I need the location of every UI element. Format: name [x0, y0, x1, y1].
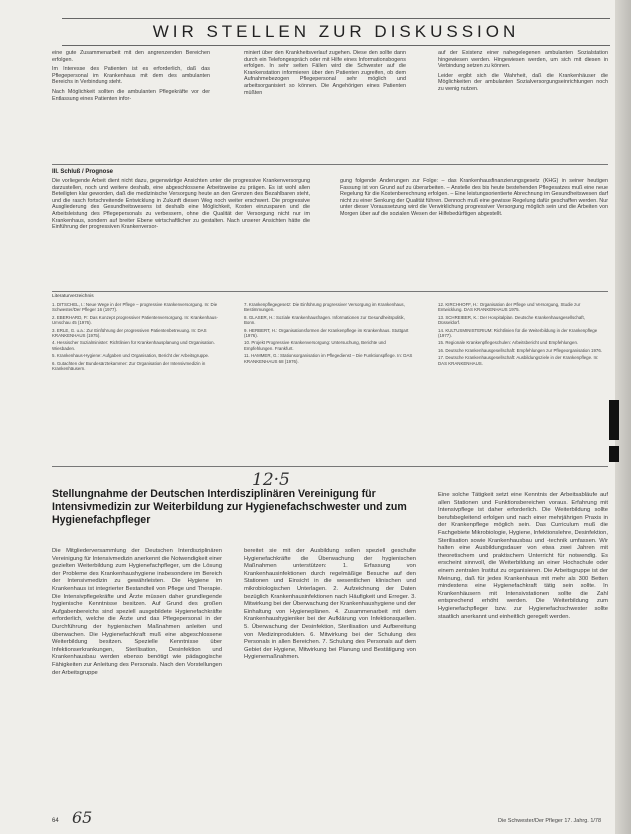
section-divider [52, 164, 608, 165]
literature-item: 5. Krankenhaus-Hygiene: Aufgaben und Organisation, Bericht der Arbeitsgruppe. [52, 353, 210, 359]
article-title: Stellungnahme der Deutschen Interdisziplinären Vereinigung für Intensivmedizin zur Weiterbildung zur Hygienefachschwester und zum Hygienefachpfleger [52, 488, 407, 526]
paragraph: Eine solche Tätigkeit setzt eine Kenntnis der Arbeitsabläufe auf allen Stationen und Funktionsbereichen voraus. Erfahrung mit Intensivpflege ist daher erforderlich. Die Weiterbildung sollte berufsbegleitend erfolgen und nach einer mehrjährigen Praxis in der Krankenpflege möglich sein. Das Curriculum muß die Fachgebiete Mikrobiologie, Hygiene, Infektionslehre, Desinfektion, Sterilisation sowie Krankenhausbau und -technik umfassen. Wir halten eine Ausbildungsdauer von etwa zwei Jahren mit theoretischem und praktischem Unterricht für notwendig. Es erscheint sinnvoll, die Weiterbildung an einer Hochschule oder einem zentralen Institut zu organisieren. Die Arbeitsgruppe ist der Meinung, daß für jedes Krankenhaus mit mehr als 300 Betten mindestens eine Hygienefachkraft tätig sein sollte. In Krankenhäusern mit Intensivstationen sollte die Zahl entsprechend erhöht werden. Die Weiterbildung zum Hygienefachpfleger bzw. zur Hygienefachschwester sollte staatlich anerkannt und einheitlich geregelt werden. [438, 492, 608, 620]
literature-item: 16. Deutsche Krankenhausgesellschaft: Empfehlungen zur Pflegeorganisation 1976. [438, 347, 603, 353]
paragraph: Nach Möglichkeit sollten die ambulanten Pflegekräfte vor der Entlassung eines Patienten infor- [52, 88, 210, 102]
literature-label: Literaturverzeichnis [52, 294, 94, 299]
paragraph: Im Interesse des Patienten ist es erforderlich, daß das Pflegepersonal im Krankenhaus mit dem des ambulanten Bereichs in Verbindung steht. [52, 66, 210, 86]
section-banner [62, 18, 610, 46]
literature-item: 8. GLASER, H.: Soziale Krankenhausfragen. Informationen zur Gesundheitspolitik, Bonn. [244, 314, 405, 326]
literature-item: 15. Regionale Krankenpflegeschulen: Arbeitsbericht und Empfehlungen. [438, 340, 579, 346]
banner-title: WIR STELLEN ZUR DISKUSSION [152, 22, 520, 41]
handwritten-page-mark: 65 [72, 808, 93, 827]
paragraph: gung folgende Änderungen zur Folge: – das Krankenhausfinanzierungsgesetz (KHG) in seiner heutigen Fassung ist von Grund auf zu überarbeiten. – Anstelle des bis heute bestehenden Pflegesatzes muß eine neue Regelung für die Kostenberechnung erfolgen. – Eine leistungsorientierte Abrechnung im Gesundheitswesen darf nicht zu einer Senkung der Qualität führen. Dennoch muß eine gewisse Regelung dafür geschaffen werden. Nur unter dieser Voraussetzung wird die Verwirklichung progressiver Versorgung möglich sein und die Arbeiten von Morgen über auf die sozialen Wesen der Hilfebedürftigen abgestellt. [340, 178, 608, 217]
section-heading: III. Schluß / Prognose [52, 169, 114, 175]
paragraph: auf der Existenz einer nahegelegenen ambulanten Sozialstation hingewiesen werden. Hingewiesen werden, um sich mit diesen in Verbindung setzen zu können. [438, 50, 608, 70]
paragraph: miniert über den Krankheitsverlauf zugehen. Diese den sollte dann durch ein Telefongespräch oder mit Hilfe eines Informationsbogens erfolgen. In sehr selten Fällen wird die Schwester auf die Krankenstation informieren über den Patienten zugreifen, ob dem Aufnahmebezogen Pflegepersonal sehr möglich und arbeitsorganisiert so können. Die Angehörigen eines Patienten müßten [244, 50, 406, 96]
section3-right-text [340, 178, 608, 286]
literature-item: 3. ERLE, G. u.a.: Zur Einführung der progressiven Patientenbetreuung. In: DAS KRANKENHAUS (1975). [52, 327, 207, 339]
literature-divider [52, 291, 608, 292]
paragraph: eine gute Zusammenarbeit mit den angrenzenden Bereichen erfolgen. [52, 50, 210, 63]
paragraph: bereitet sie mit der Ausbildung sollen speziell geschulte Hygienefachkräfte die Überwachung der hygienischen Maßnahmen unterstützen: 1. Erfassung von Krankenhausinfektionen durch regelmäßige Besuche auf den Stationen und Einsicht in die wesentlichen klinischen und mikrobiologischen Unterlagen. 2. Aufzeichnung der Daten bezüglich Krankenhausinfektionen nach Häufigkeit und Erreger. 3. Mitwirkung bei der Überwachung der Krankenhaushygiene und der Einhaltung von Hygieneplänen. 4. Zusammenarbeit mit dem Krankenhaushygieniker bei der Aufklärung von Infektionsquellen. 5. Überwachung der Desinfektion, Sterilisation und Aufbereitung von Medizinprodukten. 6. Mitwirkung bei der Schulung des Personals in allen Bereichen. 7. Schulung des Personals auf dem Gebiet der Hygiene, Mitwirkung bei Planung und Bestätigung von Hygienemaßnahmen. [244, 548, 416, 661]
top-column-2 [244, 50, 406, 155]
literature-item: 4. Hessischer Sozialminister: Richtlinien für Krankenhausplanung und Organisation. Wiesbaden. [52, 340, 215, 351]
statement-column-3 [438, 492, 608, 812]
paragraph: Die vorliegende Arbeit dient nicht dazu, gegenwärtige Ansichten unter die progressive Krankenversorgung darzustellen, noch und weitere deshalb, eine abgeschlossene Arbeitsweise zu prägen. Es ist wohl allen Beteiligten klar geworden, daß die medizinische Versorgung heute an den Grenzen des Bezahlbaren steht, und die rasch fortschreitende Entwicklung in Zukunft diesen Weg noch weiter erschwert. Die progressive Ausgliederung des Gesundheitswesens ist deshalb eine Möglichkeit, Kosten einzusparen und die Arbeitsleistung des Pflegepersonals zu verbessern, ohne die Qualität der Versorgung nicht nur im Krankenhaus, sondern auf breiter Ebene wirtschaftlicher zu gestalten. Nach unserer Ansichten hätte die Einführung der progressiven Krankenversor- [52, 178, 310, 231]
page-number: 64 [52, 818, 59, 824]
top-column-3 [438, 50, 608, 155]
literature-item: 6. Gutachten der Bundesärztekammer: Zur Organisation der Intensivmedizin in Krankenhäusern. [52, 360, 206, 372]
statement-column-2 [244, 548, 416, 812]
literature-item: 7. Krankenpflegegesetz: Die Einführung progressiver Versorgung im Krankenhaus, Bestimmungen. [244, 302, 405, 313]
literature-item: 10. Projekt Progressive Krankenversorgung: Untersuchung, Berichte und Empfehlungen. Frankfurt. [244, 340, 386, 351]
paragraph: Die Mitgliederversammlung der Deutschen Interdisziplinären Vereinigung für Intensivmedizin anerkennt die Notwendigkeit einer gezielten Weiterbildung zum Hygienefachpfleger, um die Lösung der Probleme des Krankenhaushygiene insbesondere im Bereich der Intensivmedizin zu gewährleisten. Die Hygiene im Krankenhaus ist integrierter Bestandteil von Pflege und Therapie. Die Intensivpflegekräfte und Ärzte müssen daher grundlegende hygienische Kenntnisse besitzen. Auf Grund des großen Aufgabenbereichs sind speziell ausgebildete Hygienefachkräfte erforderlich, welche die Ärzte und das Pflegepersonal in der Durchführung der hygienischen Maßnahmen anleiten und überwachen. Die Hygienefachkraft muß eine abgeschlossene Weiterbildung besitzen. Spezielle Kenntnisse über Infektionserkrankungen, Sterilisation, Desinfektion und Krankenhausbau werden ebenso benötigt wie pädagogische Fähigkeiten zur Anleitung des Personals. Nach den Vorstellungen der Arbeitsgruppe [52, 548, 222, 676]
literature-item: 2. EBERHARD, P.: Das Konzept progressiver Patientenversorgung. In: Krankenhaus-Umschau 45 (1976). [52, 314, 218, 326]
journal-reference: Die Schwester/Der Pfleger 17. Jahrg. 1/78 [498, 818, 602, 824]
statement-column-1 [52, 548, 222, 812]
thumb-index-tab [609, 446, 619, 462]
literature-item: 12. KIRCHHOFF, H.: Organisation der Pflege und Versorgung, Studie zur Entwicklung. DAS KRANKENHAUS 1975. [438, 302, 581, 313]
handwritten-annotation: 12·5 [252, 470, 290, 490]
literature-item: 1. DITSCHEL, I.: Neue Wege in der Pflege – progressive Krankenversorgung. In: Die Schwester/Der Pfleger 16 (1977). [52, 302, 218, 313]
literature-column-1 [52, 302, 222, 462]
top-column-1 [52, 50, 210, 155]
thumb-index-tab [609, 400, 619, 440]
section3-left-text [52, 178, 310, 286]
literature-item: 14. KULTUSMINISTERIUM: Richtlinien für die Weiterbildung in der Krankenpflege (1977). [438, 327, 598, 339]
literature-column-3 [438, 302, 606, 462]
literature-item: 17. Deutsche Krankenhausgesellschaft: Ausbildungsziele in der Krankenpflege. In: DAS KRANKENHAUS. [438, 355, 599, 366]
article-divider [52, 466, 608, 467]
literature-item: 9. HERBERT, H.: Organisationsformen der Krankenpflege im Krankenhaus. Stuttgart (1976). [244, 327, 409, 339]
literature-item: 13. SCHREIBER, K.: Der Hospitalplan. Deutsche Krankenhausgesellschaft, Düsseldorf. [438, 314, 585, 326]
literature-item: 11. HAMMER, G.: Stationsorganisation im Pflegedienst – Die Funktionspflege. In: DAS KRANKENHAUS 68 (1976). [244, 353, 413, 364]
paragraph: Leider ergibt sich die Wahrheit, daß die Krankenhäuser die Möglichkeiten der ambulanten Sozialversorgungseinrichtungen noch zu wenig nutzen. [438, 72, 608, 92]
literature-column-2 [244, 302, 414, 462]
